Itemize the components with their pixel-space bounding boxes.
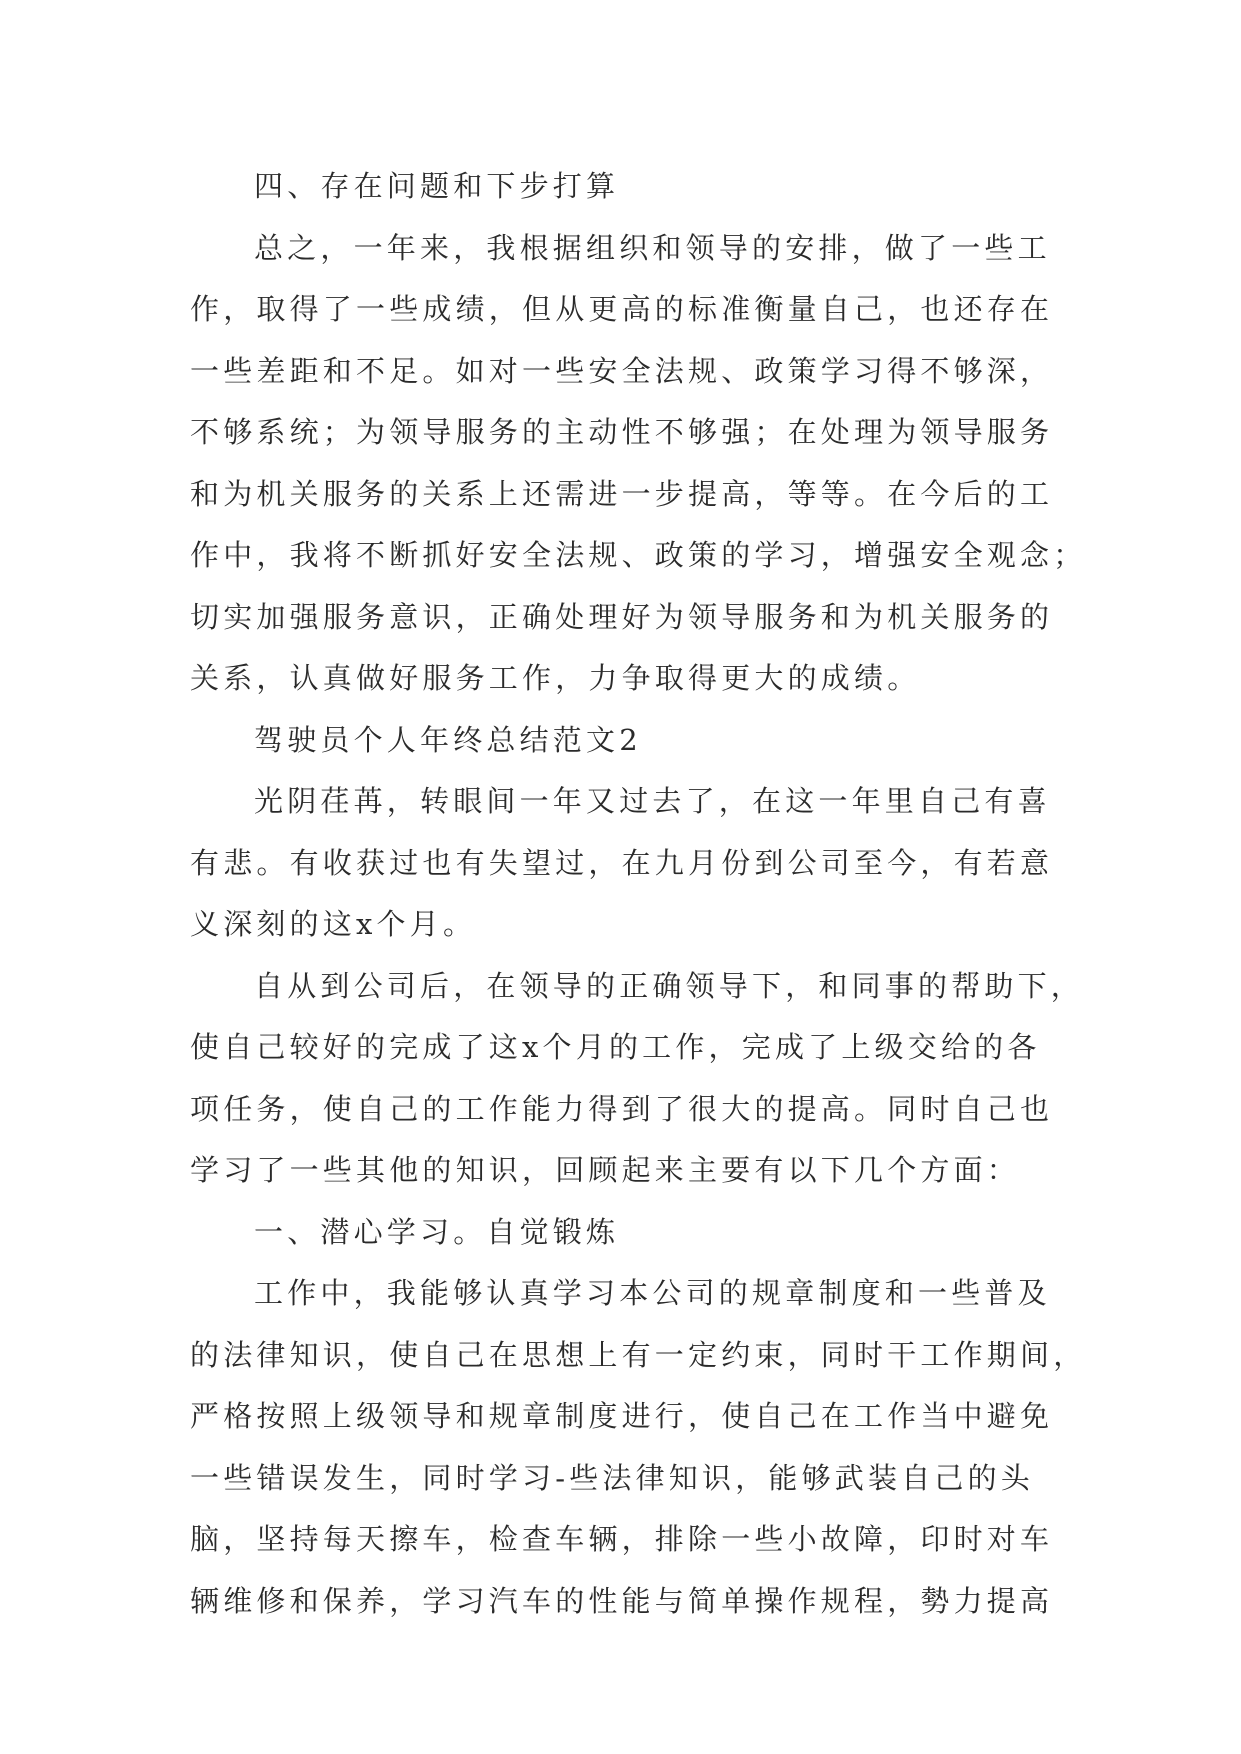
article-title-sample-2: 驾驶员个人年终总结范文2 [254, 722, 642, 757]
text-line: 使自己较好的完成了这x个月的工作，完成了上级交给的各 [190, 1030, 1041, 1064]
text-line: 义深刻的这x个月。 [190, 907, 477, 941]
text-line: 工作中，我能够认真学习本公司的规章制度和一些普及 [254, 1276, 1051, 1310]
text-line: 切实加强服务意识，正确处理好为领导服务和为机关服务的 [190, 599, 1054, 634]
text-line: 和为机关服务的关系上还需进一步提高，等等。在今后的工 [190, 476, 1054, 511]
text-line: 有悲。有收获过也有失望过，在九月份到公司至今，有若意 [190, 845, 1054, 880]
text-line: 脑，坚持每天擦车，检查车辆，排除一些小故障，印时对车 [190, 1522, 1054, 1556]
section-heading-study-and-training: 一、潜心学习。自觉锻炼 [254, 1214, 620, 1249]
text-line: 不够系统；为领导服务的主动性不够强；在处理为领导服务 [190, 415, 1054, 449]
text-line: 作，取得了一些成绩，但从更高的标准衡量自己，也还存在 [190, 292, 1054, 326]
text-line: 关系，认真做好服务工作，力争取得更大的成绩。 [190, 661, 921, 695]
section-heading-problems-and-plans: 四、存在问题和下步打算 [254, 169, 620, 203]
document-body [190, 156, 1087, 1632]
text-line: 的法律知识，使自己在思想上有一定约束，同时干工作期间， [190, 1337, 1087, 1372]
text-line: 辆维修和保养，学习汽车的性能与简单操作规程，勢力提高 [190, 1583, 1054, 1618]
text-line: 总之，一年来，我根据组织和领导的安排，做了一些工 [254, 230, 1051, 265]
text-line: 光阴荏苒，转眼间一年又过去了，在这一年里自己有喜 [254, 784, 1051, 818]
text-line: 项任务，使自己的工作能力得到了很大的提高。同时自己也 [190, 1091, 1054, 1126]
text-line: 学习了一些其他的知识，回顾起来主要有以下几个方面： [190, 1153, 1021, 1187]
text-line: 一些错误发生，同时学习-些法律知识，能够武装自己的头 [190, 1460, 1034, 1495]
text-line: 作中，我将不断抓好安全法规、政策的学习，增强安全观念； [190, 538, 1087, 572]
text-line: 严格按照上级领导和规章制度进行，使自己在工作当中避免 [190, 1399, 1054, 1433]
text-line: 一些差距和不足。如对一些安全法规、政策学习得不够深， [190, 353, 1054, 388]
text-line: 自从到公司后，在领导的正确领导下，和同事的帮助下， [254, 968, 1085, 1003]
